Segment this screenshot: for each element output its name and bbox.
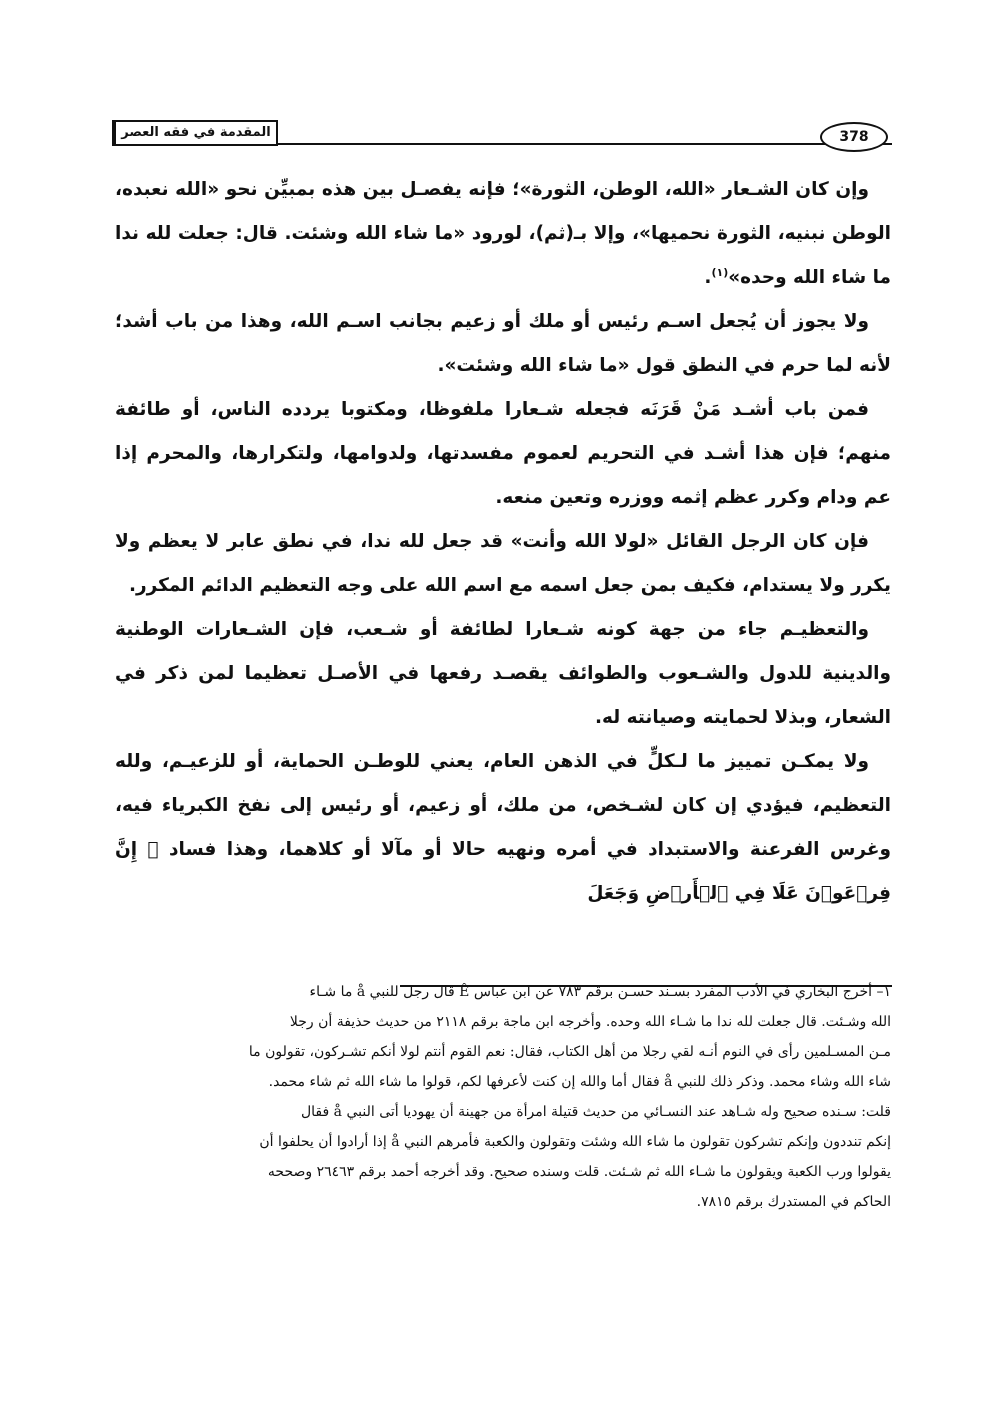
paragraph: فمن باب أشـد مَنْ قَرَنَه فجعله شـعارا ملفوظا، ومكتوبا يردده الناس، أو طائفة منهم؛ فإن هذا أشـد في التحريم لعموم مفسدتها، ولدوامها، ولتكرارها، والمحرم إذا عم ودام وكرر عظم إثمه ووزره وتعين منعه.	[115, 399, 891, 508]
paragraph-end: .	[704, 267, 712, 288]
footnote-line: إنكم تنددون وإنكم تشركون تقولون ما شاء الله وشئت وتقولون والكعبة فأمرهم النبي å إذا أرادوا أن يحلفوا أن	[259, 1134, 891, 1150]
footnote-line: قلت: سـنده صحيح وله شـاهد عند النسـائي من حديث قتيلة امرأة من جهينة أن يهوديا أتى النبي å فقال	[300, 1104, 891, 1120]
paragraph: ولا يمكـن تمييز ما لـكلٍّ في الذهن العام، يعني للوطـن الحماية، أو للزعيـم، ولله التعظيم، فيؤدي إن كان لشـخص، من ملك، أو زعيم، أو رئيس إلى نفخ الكبرياء فيه، وغرس الفرعنة والاستبداد في أمره ونهيه حالا أو مآلا أو كلاهما، وهذا فساد ﴿ إِنَّ فِرۡعَوۡنَ عَلَا فِي ٱلۡأَرۡضِ وَجَعَلَ	[115, 751, 891, 904]
footnote-line: ١– أخرج البخاري في الأدب المفرد بسـند حسـن برقم ٧٨٣ عن ابن عباس Ê قال رجل للنبي å ما شـاء	[309, 984, 891, 1000]
footnote	[115, 977, 891, 1217]
footnote-reference: (١)	[711, 265, 729, 279]
paragraph: والتعظيـم جاء من جهة كونه شـعارا لطائفة أو شـعب، فإن الشـعارات الوطنية والدينية للدول والشـعوب والطوائف يقصـد رفعها في الأصـل تعظيما لمن ذكر في الشعار، وبذلا لحمايته وصيانته له.	[115, 619, 891, 728]
book-title: المقدمة في فقه العصر	[112, 120, 278, 146]
page-header	[112, 118, 892, 148]
footnote-line: شاء الله وشاء محمد. وذكر ذلك للنبي å فقال أما والله إن كنت لأعرفها لكم، قولوا ما شاء الله ثم شاء محمد.	[268, 1074, 891, 1090]
paragraph	[115, 168, 891, 300]
paragraph-text: وإن كان الشـعار «الله، الوطن، الثورة»؛ فإنه يفصـل بين هذه بمبيِّن نحو «الله نعبده، الوطن نبنيه، الثورة نحميها»، وإلا بـ(ثم)، لورود «ما شاء الله وشئت. قال: جعلت لله ندا ما شاء الله وحده»	[115, 179, 891, 288]
paragraph: فإن كان الرجل القائل «لولا الله وأنت» قد جعل لله ندا، في نطق عابر لا يعظم ولا يكرر ولا يستدام، فكيف بمن جعل اسمه مع اسم الله على وجه التعظيم الدائم المكرر.	[115, 531, 891, 596]
page-number: 378	[820, 122, 888, 152]
footnote-line: الحاكم في المستدرك برقم ٧٨١٥.	[696, 1194, 891, 1210]
main-text	[115, 168, 891, 916]
paragraph: ولا يجوز أن يُجعل اسـم رئيس أو ملك أو زعيم بجانب اسـم الله، وهذا من باب أشد؛ لأنه لما حرم في النطق قول «ما شاء الله وشئت».	[115, 311, 891, 376]
footnote-line: الله وشـئت. قال جعلت لله ندا ما شـاء الله وحده. وأخرجه ابن ماجة برقم ٢١١٨ من حديث حذيفة أن رجلا	[289, 1014, 891, 1030]
footnote-line: يقولوا ورب الكعبة ويقولون ما شـاء الله ثم شـئت. قلت وسنده صحيح. وقد أخرجه أحمد برقم ٢٦٤٦٣ وصححه	[267, 1164, 891, 1180]
footnote-line: مـن المسـلمين رأى في النوم أنـه لقي رجلا من أهل الكتاب، فقال: نعم القوم أنتم لولا أنكم تشـركون، تقولون ما	[248, 1044, 891, 1060]
